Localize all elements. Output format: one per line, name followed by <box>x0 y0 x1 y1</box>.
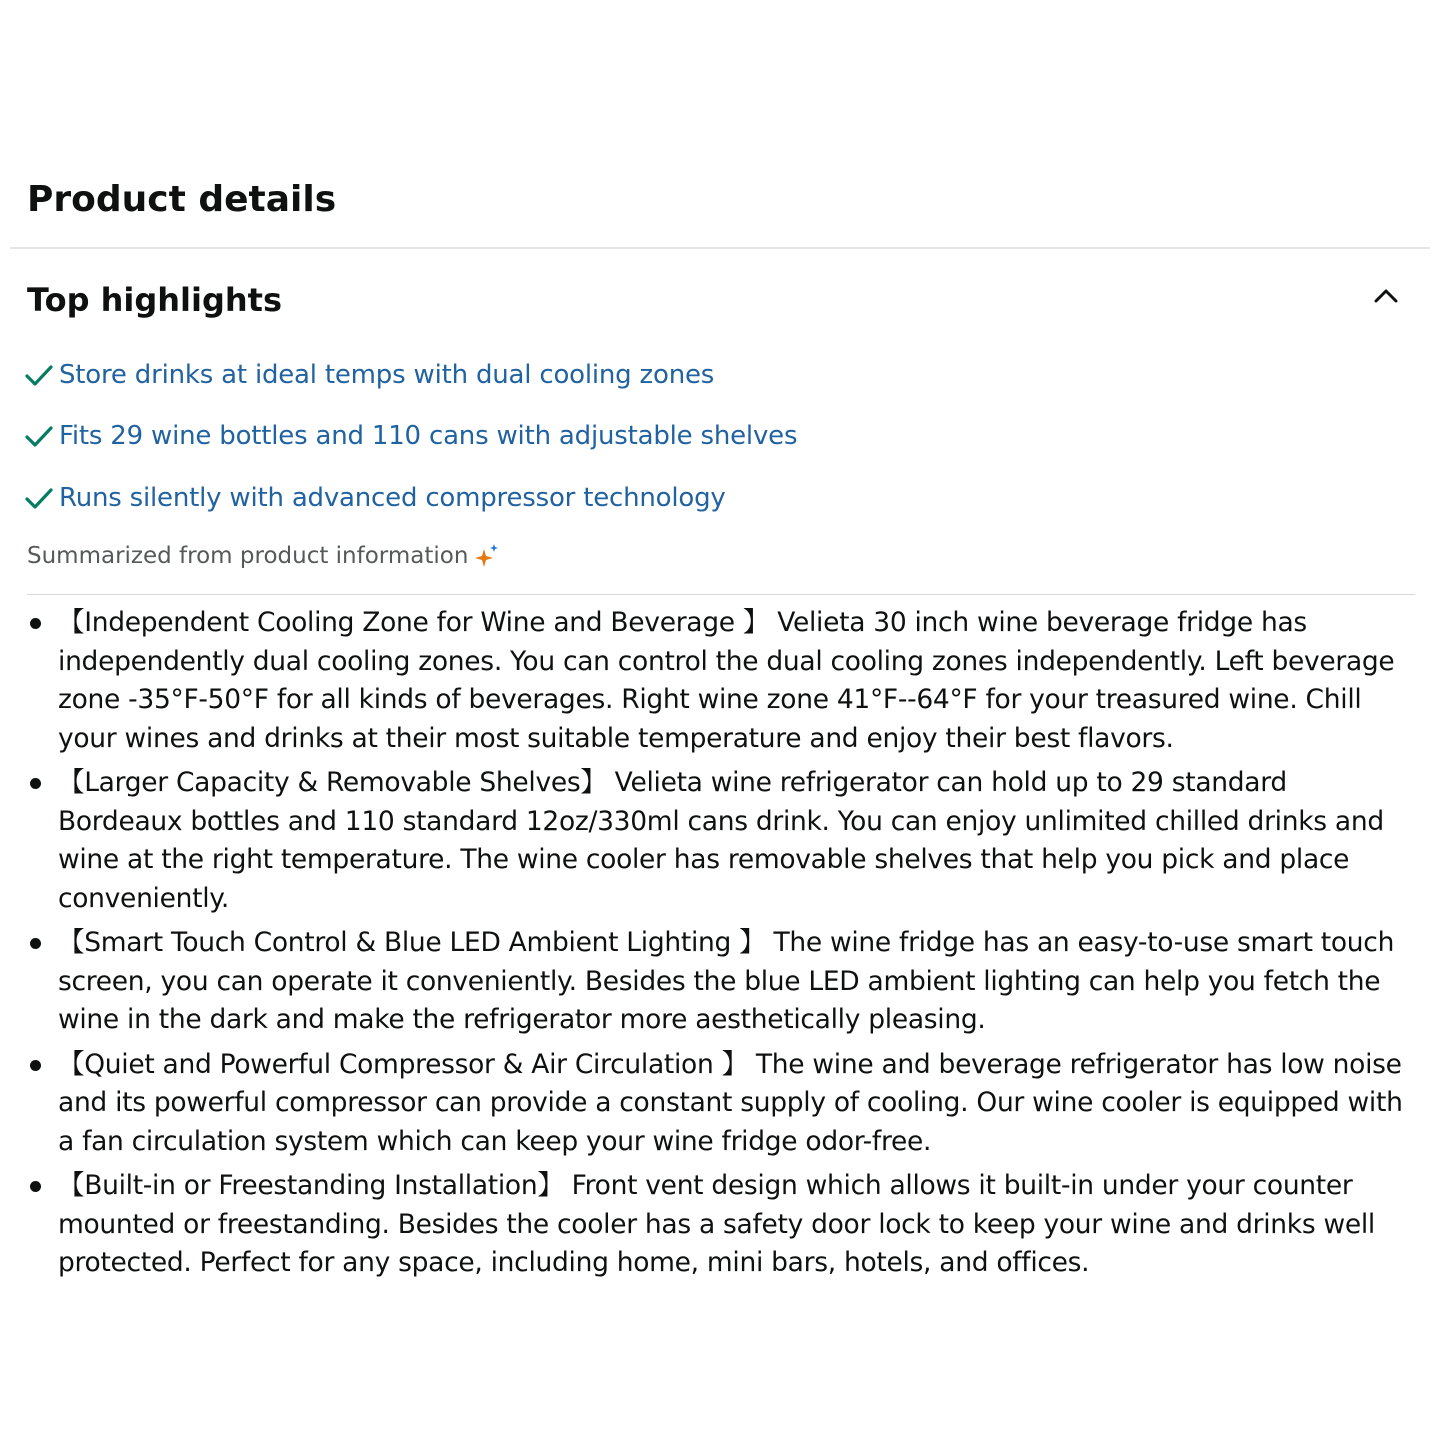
product-details-title: Product details <box>27 179 337 220</box>
highlight-item <box>24 416 797 456</box>
highlight-text: Store drinks at ideal temps with dual cooling zones <box>59 360 715 390</box>
highlight-text: Fits 29 wine bottles and 110 cans with adjustable shelves <box>59 421 798 451</box>
feature-bullet <box>0 604 1440 758</box>
feature-bullet-text: 【Built-in or Freestanding Installation】 Front vent design which allows it built-in under your counter mounted or freestanding. Besides the cooler has a safety door lock to keep your wine and drinks well protected. Perfect for any space, including home, mini bars, hotels, and offices. <box>58 1170 1375 1278</box>
feature-bullet-list <box>0 604 1440 1289</box>
highlight-text: Runs silently with advanced compressor technology <box>59 483 726 513</box>
checkmark-icon <box>24 360 54 390</box>
feature-bullet <box>0 1167 1440 1283</box>
checkmark-icon <box>24 483 54 513</box>
highlight-item <box>24 478 726 518</box>
feature-bullet <box>0 1046 1440 1162</box>
top-highlights-header[interactable] <box>27 278 1417 324</box>
bullet-dot <box>30 1181 41 1192</box>
highlight-item <box>24 355 714 395</box>
feature-bullet <box>0 764 1440 918</box>
feature-bullet <box>0 924 1440 1040</box>
top-highlights-title: Top highlights <box>27 281 283 319</box>
chevron-up-icon[interactable] <box>1369 280 1403 314</box>
section-divider <box>10 247 1430 249</box>
bullet-dot <box>30 778 41 789</box>
feature-bullet-text: 【Independent Cooling Zone for Wine and Beverage 】 Velieta 30 inch wine beverage fridge has independently dual cooling zones. You can control the dual cooling zones independently. Left beverage zone -35°F-50°F for all kinds of beverages. Right wine zone 41°F--64°F for your treasured wine. Chill your wines and drinks at their most suitable temperature and enjoy their best flavors. <box>58 607 1395 754</box>
feature-bullet-text: 【Smart Touch Control & Blue LED Ambient Lighting 】 The wine fridge has an easy-to-use smart touch screen, you can operate it conveniently. Besides the blue LED ambient lighting can help you fetch the wine in the dark and make the refrigerator more aesthetically pleasing. <box>58 927 1395 1035</box>
bullet-dot <box>30 618 41 629</box>
feature-bullet-text: 【Larger Capacity & Removable Shelves】 Velieta wine refrigerator can hold up to 29 standard Bordeaux bottles and 110 standard 12oz/330ml cans drink. You can enjoy unlimited chilled drinks and wine at the right temperature. The wine cooler has removable shelves that help you pick and place conveniently. <box>58 767 1384 914</box>
bullet-dot <box>30 938 41 949</box>
summary-note-text: Summarized from product information <box>27 543 469 569</box>
feature-bullet-text: 【Quiet and Powerful Compressor & Air Circulation 】 The wine and beverage refrigerator has low noise and its powerful compressor can provide a constant supply of cooling. Our wine cooler is equipped with a fan circulation system which can keep your wine fridge odor-free. <box>58 1048 1403 1157</box>
highlights-divider <box>27 594 1415 595</box>
ai-sparkle-icon <box>474 543 500 569</box>
checkmark-icon <box>24 421 54 451</box>
bullet-dot <box>30 1060 41 1071</box>
summary-note <box>27 538 500 574</box>
